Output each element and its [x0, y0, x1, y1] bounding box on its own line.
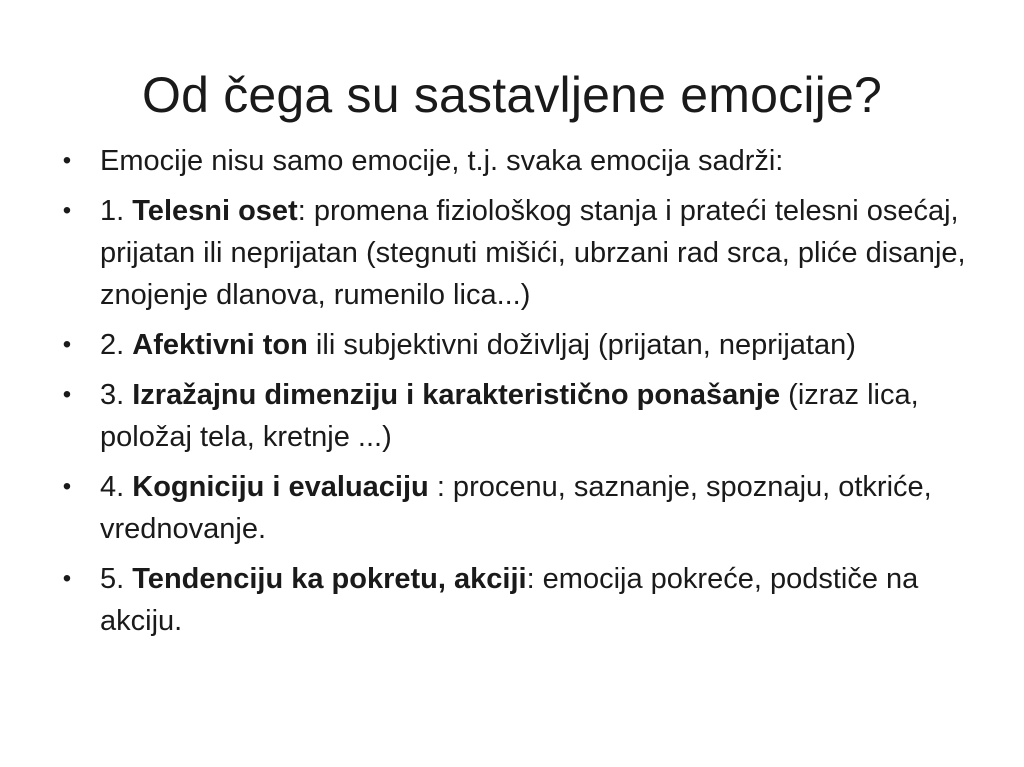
bullet-text: : procenu, saznanje, spoznaju, otkriće, vrednovanje. — [100, 471, 932, 545]
bullet-term: Afektivni ton — [132, 329, 308, 361]
bullet-item-5 — [56, 558, 996, 642]
bullet-number: 2. — [100, 329, 133, 361]
bullet-number: 3. — [100, 379, 133, 411]
bullet-item-3 — [56, 374, 996, 458]
bullet-term: Tendenciju ka pokretu, akciji — [132, 563, 527, 595]
bullet-text: : emocija pokreće, podstiče na akciju. — [100, 563, 919, 637]
bullet-term: Kogniciju i evaluaciju — [132, 471, 429, 503]
slide-title: Od čega su sastavljene emocije? — [142, 67, 882, 123]
bullet-term: Izražajnu dimenziju i karakteristično ponašanje — [132, 379, 781, 411]
bullet-dot-icon: • — [62, 147, 72, 174]
bullet-dot-icon: • — [62, 381, 72, 408]
bullet-item-4 — [56, 466, 996, 550]
bullet-text: (izraz lica, položaj tela, kretnje ...) — [100, 379, 919, 453]
bullet-number: 5. — [100, 563, 133, 595]
bullet-text: Emocije nisu samo emocije, t.j. svaka emocija sadrži: — [100, 145, 784, 177]
bullet-text: ili subjektivni doživljaj (prijatan, neprijatan) — [307, 329, 856, 361]
bullet-number: 1. — [100, 195, 133, 227]
bullet-term: Telesni oset — [132, 195, 298, 227]
bullet-item-2 — [56, 324, 996, 366]
bullet-number: 4. — [100, 471, 133, 503]
bullet-dot-icon: • — [62, 197, 72, 224]
bullet-dot-icon: • — [62, 473, 72, 500]
bullet-item-1 — [56, 190, 996, 316]
bullet-dot-icon: • — [62, 331, 72, 358]
bullet-item-intro — [56, 140, 996, 182]
bullet-list — [56, 140, 996, 650]
bullet-dot-icon: • — [62, 565, 72, 592]
bullet-text: : promena fiziološkog stanja i prateći telesni osećaj, prijatan ili neprijatan (stegnuti mišići, ubrzani rad srca, plićе disanje, znojenje dlanova, rumenilo lica...) — [100, 195, 966, 311]
